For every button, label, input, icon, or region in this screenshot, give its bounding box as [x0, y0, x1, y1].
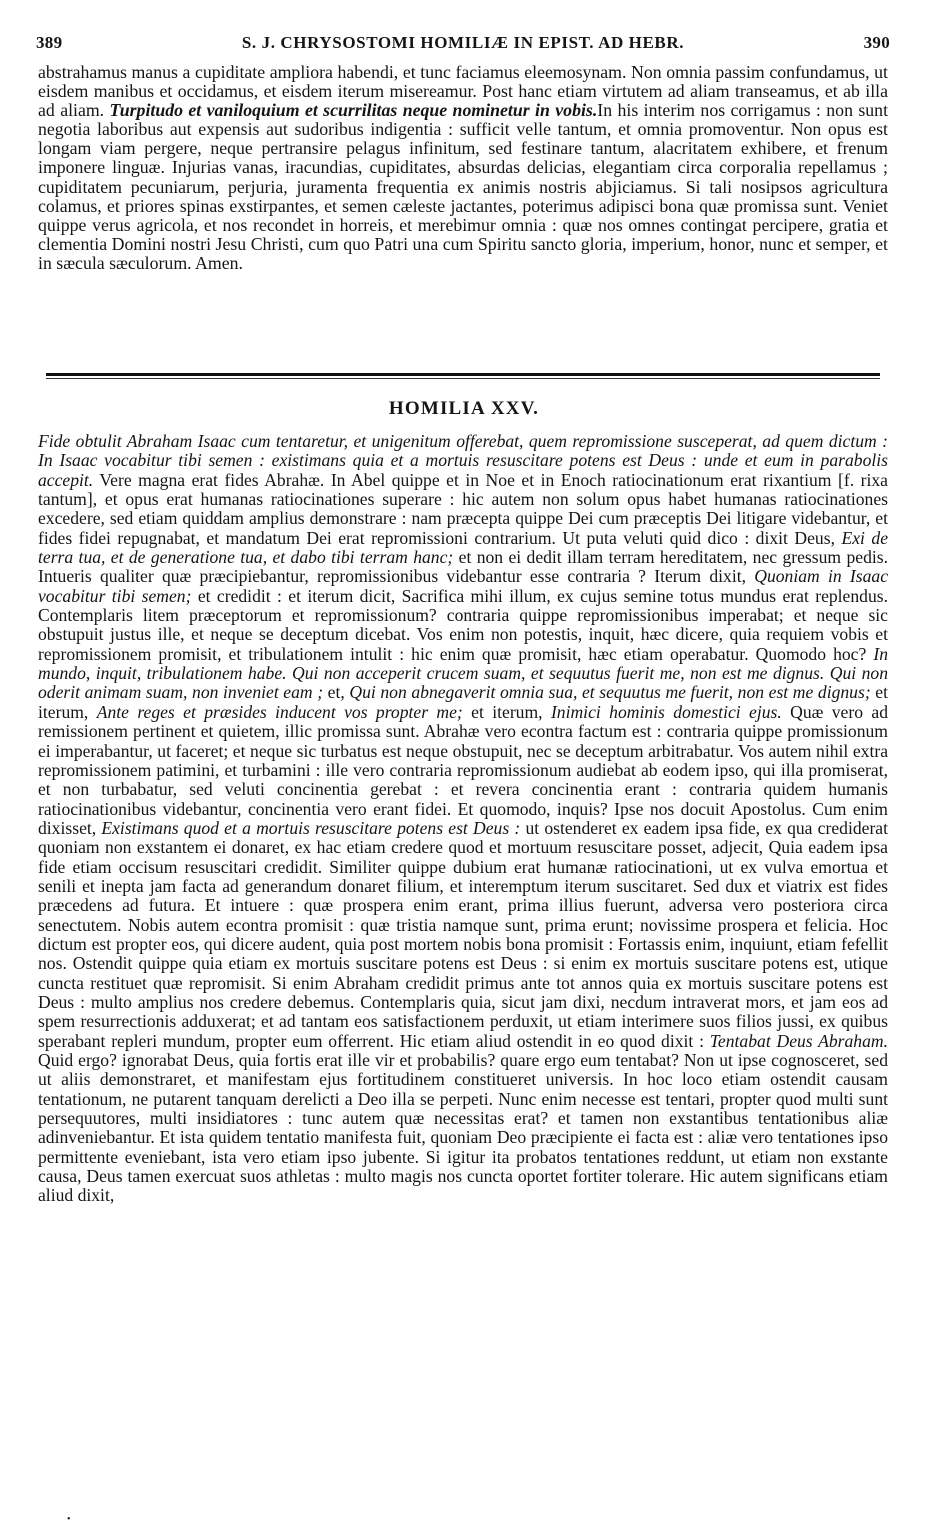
scripture-quote: In mundo, inquit, tribulationem habe. Qui non acceperit crucem suam, et sequutus fuerit me, non est me dignus. Qui non oderit animam suam, non inveniet eam ;: [38, 643, 888, 703]
text-run: et non ei dedit illam terram hereditatem, nec gressum pedis. Intueris qualiter quæ præcipiebantur, repromissionibus videbantur esse contraria ? Iterum dixit,: [38, 547, 888, 587]
running-title: S. J. CHRYSOSTOMI HOMILIÆ IN EPIST. AD HEBR.: [241, 33, 685, 52]
scripture-quote: Quoniam in Isaac vocabitur tibi semen;: [38, 566, 889, 606]
section-divider: [46, 373, 880, 376]
text-run: ut ostenderet ex eadem ipsa fide, ex qua crediderat quoniam non exstantem ei donaret, ex hac etiam credere quod et mortuum resuscitare posset, adjecit, Quia eadem ipsa fide etiam occisum resuscitari credidit. Similiter quippe dubium erat humanæ ratiocinationi, ut ex vulva emortua et senili et inepta jam facta ad generandum donaret filium, et interemptum iterum suscitaret. Sed dux et viatrix est fides præcedens ad futura. Et intuere : quæ prospera enim erant, prima illius fuerunt, adversa vero posteriora circa senectutem. Nobis autem econtra promisit : quæ tristia namque sunt, prima erunt; novissime prospera et felicia. Hoc dictum est propter eos, qui dicere audent, quia post mortem nobis bona promisit : Fortassis enim, inquiunt, etiam fefellit nos. Ostendit quippe quia etiam ex mortuis suscitare potens est Deus : si enim ex mortuis suscitare potens est, utique cuncta restituet quæ repromisit. Si enim Abraham credidit primus ante tot annos quia ex mortuis suscitare potens est Deus : multo amplius nos credere debemus. Contemplaris quia, sicut jam dixi, necdum intraverat mors, et jam eos ad spem resurrectionis adduxerat; et ad tantam eos satisfactionem perduxit, ut etiam interimere suos filios jussi, ex quibus sperabant repleri mundum, propter eum offerrent. Hic etiam aliud ostendit in eo quod dixit :: [38, 817, 889, 1051]
scripture-quote: Ante reges et præsides inducent vos propter me;: [96, 701, 463, 722]
scripture-quote: Existimans quod et a mortuis resuscitare potens est Deus :: [101, 817, 521, 838]
text-run: In his interim nos corrigamus : non sunt negotia laboribus aut expensis aut sudoribus indigentia : sufficit velle tantum, et omnia promoventur. Non opus est longam viam pergere, neque pertransire pelagus infinitum, sed festinare tantum, alacritatem exhibere, et frenum imponere linguæ. Injurias vanas, iracundias, cupiditates, absurdas delicias, elegantiam circa corporalia repellamus ; cupiditatem pecuniarum, perjuria, juramenta frequentia ex animis nostris abjiciamus. Si tali nosipsos agricultura colamus, et priores spinas exstirpantes, et semen cæleste jactantes, poterimus adipisci bona quæ promissa sunt. Veniet quippe verus agricola, et nos recondet in horreis, et merebimur omnia : quæ nos omnes contingat percipere, gratia et clementia Domini nostri Jesu Christi, cum quo Patri una cum Spiritu sancto gloria, imperium, honor, nunc et semper, et in sæcula sæculorum. Amen.: [38, 100, 889, 273]
scripture-quote: Exi de terra tua, et de generatione tua, et dabo tibi terram hanc;: [38, 527, 888, 568]
text-run: et,: [323, 682, 350, 703]
closing-paragraph-text: [38, 63, 888, 273]
scripture-quote: Qui non abnegaverit omnia sua, et sequutus me fuerit, non est me dignus;: [349, 682, 871, 703]
text-run: et credidit : et iterum dicit, Sacrifica mihi illum, ex cujus semine totus mundus erat replendus. Contemplaris litem præceptorum et repromissionum? contraria quippe repromissionibus imperabat; et neque sic obstupuit justus ille, et neque se deceptum dicebat. Vos enim non potestis, inquit, hæc dicere, quia requiem vobis et repromissionem promisit, et tribulationem intulit : hic enim quæ promisit, hæc etiam operabatur. Quomodo hoc?: [38, 585, 889, 664]
scripture-quote: Tentabat Deus Abraham.: [709, 1030, 889, 1051]
print-speck: •: [67, 1514, 71, 1525]
text-run: Vere magna erat fides Abrahæ. In Abel quippe et in Noe et in Enoch ratiocinationum erat rixantium [f. rixa tantum], et opus erat humanas ratiocinationes superare : hic autem non solum opus habet humanas ratiocinationes excedere, sed etiam quiddam amplius demonstrare : nam præcepta quippe Dei cum præceptis Dei litigare videbantur, et fides fidei repugnabat, et mandatum Dei erat repromissioni contrarium. Ut puta veluti quid dico : dixit Deus,: [38, 469, 888, 548]
scripture-quote: Turpitudo et vaniloquium et scurrilitas neque nominetur in vobis.: [109, 100, 598, 121]
text-run: Quæ vero ad remissionem pertinent et quietem, illic promissa sunt. Abrahæ vero econtra factum est : contraria quippe promissionum ei imperabantur, ut faceret; et neque sic turbatus est neque obstupuit, nec se deceptum arbitrabatur. Vos autem nihil extra repromissionem patimini, et turbamini : ille vero contraria repromissionum audiebat ab eodem ipso, qui illa promiserat, et non turbabatur, sed veluti concinentia gerebat : et revera concinentia erant : contraria quidem humanis ratiocinationibus videbantur, concinentia vero erant fidei. Et quomodo, inquis? Ipse nos docuit Apostolus. Cum enim dixisset,: [38, 701, 888, 838]
page-number-left: 389: [36, 33, 63, 52]
homily-body-text: [38, 432, 888, 1206]
text-run: et iterum,: [462, 701, 551, 722]
closing-paragraph: [38, 63, 888, 273]
text-run: abstrahamus manus a cupiditate ampliora habendi, et tunc faciamus eleemosynam. Non omnia passim confundamus, ut eisdem manibus et occidamus, et eisdem iterum misereamur. Post hanc etiam virtutem ad aliam transeamus, et ab illa ad aliam.: [38, 62, 888, 121]
scripture-quote: Fide obtulit Abraham Isaac cum tentaretur, et unigenitum offerebat, quem repromissione susceperat, ad quem dictum : In Isaac vocabitur tibi semen : existimans quia et a mortuis resuscitare potens est Deus : unde et eum in parabolis accepit.: [38, 431, 888, 490]
page-header: [36, 33, 890, 57]
text-run: Quid ergo? ignorabat Deus, quia fortis erat ille vir et probabilis? quare ergo eum tentabat? Non ut ipse cognosceret, sed ut aliis demonstraret, et manifestam ejus fortitudinem constitueret universis. In hoc loco etiam ostendit causam tentationum, ne putarent tanquam derelicti a Deo illa se perpeti. Nunc enim necesse est tentari, propter quod multi sunt persequutores, multi insidiatores : tunc autem quæ necessitas erat? et tamen non exstantibus tentationibus aliæ adinveniebantur. Et ista quidem tentatio manifesta fuit, quoniam Deo præcipiente ei facta est : aliæ vero tentationes ipso permittente eveniebant, ista vero etiam ipso jubente. Si igitur ita probatos tentationes reddunt, ut etiam non exstante causa, Deus tamen exercuat suos athletas : multo magis nos cuncta oportet fortiter tolerare. Hic autem significans etiam aliud dixit,: [38, 1050, 888, 1206]
scripture-quote: Inimici hominis domestici ejus.: [550, 701, 782, 722]
homily-title: HOMILIA XXV.: [388, 398, 540, 419]
page-number-right: 390: [863, 33, 890, 52]
section-divider-thin: [46, 378, 880, 379]
homily-body: [38, 432, 888, 1206]
text-run: et iterum,: [38, 682, 888, 722]
